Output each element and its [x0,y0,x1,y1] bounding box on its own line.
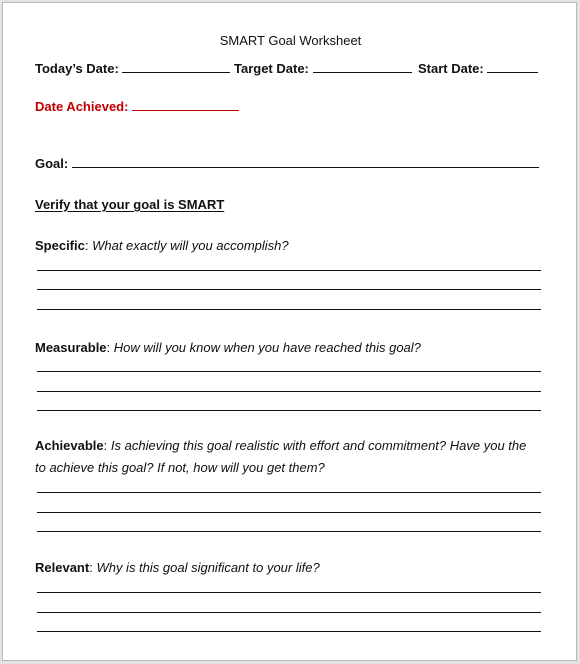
relevant-answer-line-2[interactable] [37,612,541,613]
achievable-question-line-1: Is achieving this goal realistic with effort and commitment? Have you the [110,438,527,453]
goal-blank[interactable] [72,156,539,168]
relevant-question: Why is this goal significant to your life? [96,560,320,575]
specific-answer-line-1[interactable] [37,270,541,271]
relevant-colon: : [89,560,97,575]
achievable-answer-line-2[interactable] [37,512,541,513]
todays-date-label: Today’s Date: [35,61,119,76]
target-date-label: Target Date: [234,61,309,76]
achievable-prompt [35,438,526,453]
achievable-label: Achievable [35,438,104,453]
todays-date-blank[interactable] [122,61,230,73]
measurable-label: Measurable [35,340,107,355]
start-date-field [418,61,538,76]
todays-date-field [35,61,230,76]
goal-label: Goal: [35,156,69,171]
start-date-label: Start Date: [418,61,484,76]
date-achieved-blank[interactable] [132,99,239,111]
start-date-blank[interactable] [487,61,538,73]
specific-answer-line-2[interactable] [37,289,541,290]
measurable-prompt [35,340,421,355]
relevant-label: Relevant [35,560,90,575]
specific-colon: : [84,238,93,253]
specific-answer-line-3[interactable] [37,309,541,310]
achievable-answer-line-1[interactable] [37,492,541,493]
specific-label: Specific [35,238,85,253]
target-date-blank[interactable] [313,61,412,73]
achievable-colon: : [103,438,111,453]
measurable-answer-line-2[interactable] [37,391,541,392]
page-title: SMART Goal Worksheet [219,33,362,48]
achievable-question-line-2: to achieve this goal? If not, how will you get them? [35,460,325,475]
achievable-answer-line-3[interactable] [37,531,541,532]
relevant-answer-line-3[interactable] [37,631,541,632]
date-achieved-field [35,99,239,114]
measurable-colon: : [106,340,114,355]
measurable-answer-line-3[interactable] [37,410,541,411]
target-date-field [234,61,412,76]
worksheet-page [2,2,577,661]
date-achieved-label: Date Achieved: [35,99,129,114]
specific-prompt [35,238,289,253]
relevant-answer-line-1[interactable] [37,592,541,593]
verify-heading: Verify that your goal is SMART [35,197,225,212]
measurable-question: How will you know when you have reached this goal? [113,340,421,355]
goal-field [35,156,539,171]
measurable-answer-line-1[interactable] [37,371,541,372]
specific-question: What exactly will you accomplish? [92,238,289,253]
relevant-prompt [35,560,320,575]
